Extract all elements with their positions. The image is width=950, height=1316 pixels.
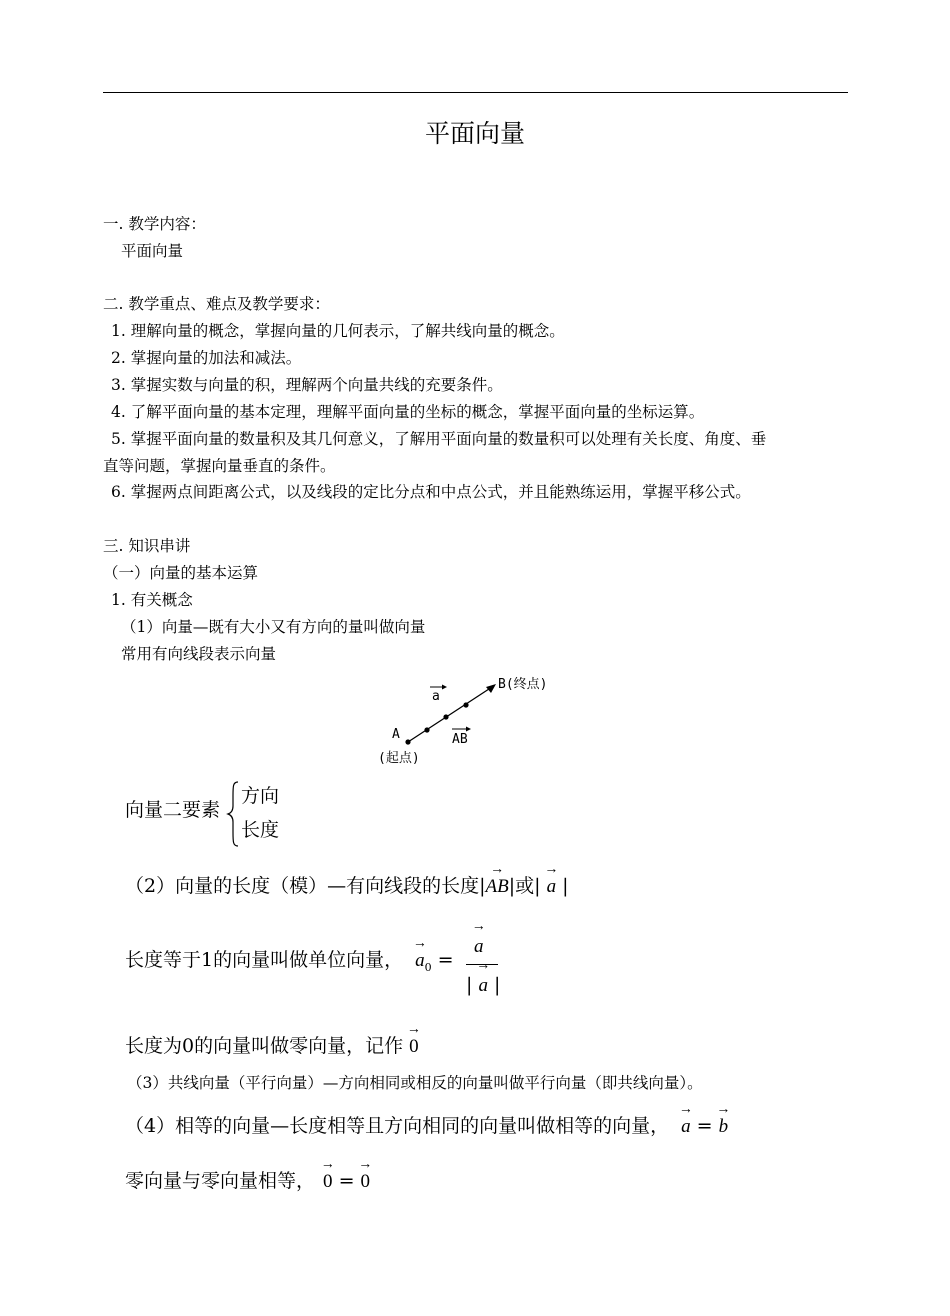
subsection-heading: （一）向量的基本运算 — [103, 564, 259, 582]
section-1-heading: 一. 教学内容： — [103, 215, 206, 233]
subscript-zero: 0 — [424, 960, 432, 974]
section-1-body: 平面向量 — [121, 242, 184, 260]
equals-sign: = — [696, 1115, 713, 1137]
denominator-a: a — [478, 975, 488, 996]
vector-length-line: （2）向量的长度（模）—有向线段的长度| → AB|或| → a | — [125, 862, 569, 897]
element-direction: 方向 — [241, 785, 280, 807]
section-2-heading: 二. 教学重点、难点及教学要求： — [103, 295, 330, 313]
label-start: (起点) — [378, 751, 420, 766]
fraction-denominator: | → a | — [466, 958, 501, 996]
vector-arrow-icon: → — [320, 1157, 335, 1172]
elements-label: 向量二要素 — [125, 799, 221, 821]
eq-a-label: a — [681, 1116, 691, 1137]
concept-heading: 1. 有关概念 — [111, 591, 193, 609]
segment-dot — [443, 714, 448, 719]
vector-arrow-icon: → — [490, 862, 505, 877]
zero-1-label: 0 — [323, 1171, 333, 1192]
zero-vector-2 — [358, 1157, 373, 1192]
zero-vector-line — [125, 1022, 421, 1057]
zero-label: 0 — [409, 1036, 419, 1057]
label-point-a: A — [392, 727, 400, 742]
vector-arrow-icon: → — [544, 862, 559, 877]
vector-a — [544, 862, 559, 897]
directed-segment-figure — [370, 670, 570, 770]
equal-vector-text: （4）相等的向量—长度相等且方向相同的向量叫做相等的向量， — [125, 1115, 670, 1137]
segment-line — [408, 687, 492, 742]
requirement-item-continued: 直等问题，掌握向量垂直的条件。 — [103, 457, 336, 475]
element-length: 长度 — [241, 819, 280, 841]
vector-length-text: （2）向量的长度（模）—有向线段的长度 — [125, 875, 480, 897]
segment-dot — [463, 702, 468, 707]
label-a: a — [432, 689, 440, 704]
requirement-item: 4. 了解平面向量的基本定理，理解平面向量的坐标的概念，掌握平面向量的坐标运算。 — [111, 403, 705, 421]
vector-representation: 常用有向线段表示向量 — [121, 645, 277, 663]
vector-arrow-icon: → — [406, 1022, 421, 1037]
label-b-end: B(终点) — [498, 677, 548, 692]
vector-a0 — [412, 936, 427, 971]
zero-equal-line — [125, 1157, 373, 1192]
vector-arrow-icon: → — [358, 1157, 373, 1172]
vector-a0-label: a — [415, 950, 425, 971]
requirement-item: 3. 掌握实数与向量的积，理解两个向量共线的充要条件。 — [111, 376, 503, 394]
zero-vector-1 — [320, 1157, 335, 1192]
eq-b-label: b — [718, 1116, 729, 1137]
unit-vector-line — [125, 936, 454, 978]
ab-arrow-head — [466, 727, 471, 732]
vector-ab-label: AB — [485, 876, 509, 897]
vector-arrow-icon: → — [716, 1102, 731, 1117]
zero-vector-text: 长度为0的向量叫做零向量，记作 — [125, 1035, 404, 1057]
page-title: 平面向量 — [424, 119, 525, 148]
header-rule — [103, 92, 848, 93]
vector-a-eq — [678, 1102, 693, 1137]
vector-b-eq — [716, 1102, 731, 1137]
requirement-item: 2. 掌握向量的加法和减法。 — [111, 349, 302, 367]
vector-definition: （1）向量—既有大小又有方向的量叫做向量 — [121, 618, 426, 636]
arrow-head — [486, 684, 496, 693]
segment-dot — [424, 727, 429, 732]
curly-brace-icon — [226, 780, 240, 848]
label-ab: AB — [452, 732, 468, 747]
vector-arrow-icon: → — [471, 919, 486, 934]
collinear-definition: （3）共线向量（平行向量）—方向相同或相反的向量叫做平行向量（即共线向量）。 — [127, 1074, 703, 1092]
vector-arrow-icon: → — [678, 1102, 693, 1117]
requirement-item: 1. 理解向量的概念，掌握向量的几何表示，了解共线向量的概念。 — [111, 322, 565, 340]
vector-a-label: a — [546, 876, 557, 897]
equals-sign: = — [338, 1170, 355, 1192]
equals-sign: = — [437, 949, 454, 971]
zero-2-label: 0 — [360, 1171, 371, 1192]
requirement-item: 6. 掌握两点间距离公式，以及线段的定比分点和中点公式，并且能熟练运用，掌握平移公式。 — [111, 483, 751, 501]
a-arrow-head — [442, 685, 447, 690]
point-a — [405, 739, 410, 744]
vector-ab — [485, 862, 509, 897]
zero-equal-text: 零向量与零向量相等， — [125, 1170, 316, 1192]
zero-vector — [406, 1022, 421, 1057]
vector-arrow-icon: → — [412, 936, 427, 951]
requirement-item: 5. 掌握平面向量的数量积及其几何意义，了解用平面向量的数量积可以处理有关长度、角度、垂 — [111, 430, 767, 448]
equal-vector-line — [125, 1102, 731, 1137]
or-text: 或 — [515, 875, 535, 897]
section-3-heading: 三. 知识串讲 — [103, 537, 191, 555]
fraction-numerator — [471, 919, 486, 958]
numerator-a: a — [474, 936, 484, 957]
unit-vector-text: 长度等于1的向量叫做单位向量， — [125, 949, 404, 971]
vector-arrow-icon: → — [476, 958, 491, 973]
